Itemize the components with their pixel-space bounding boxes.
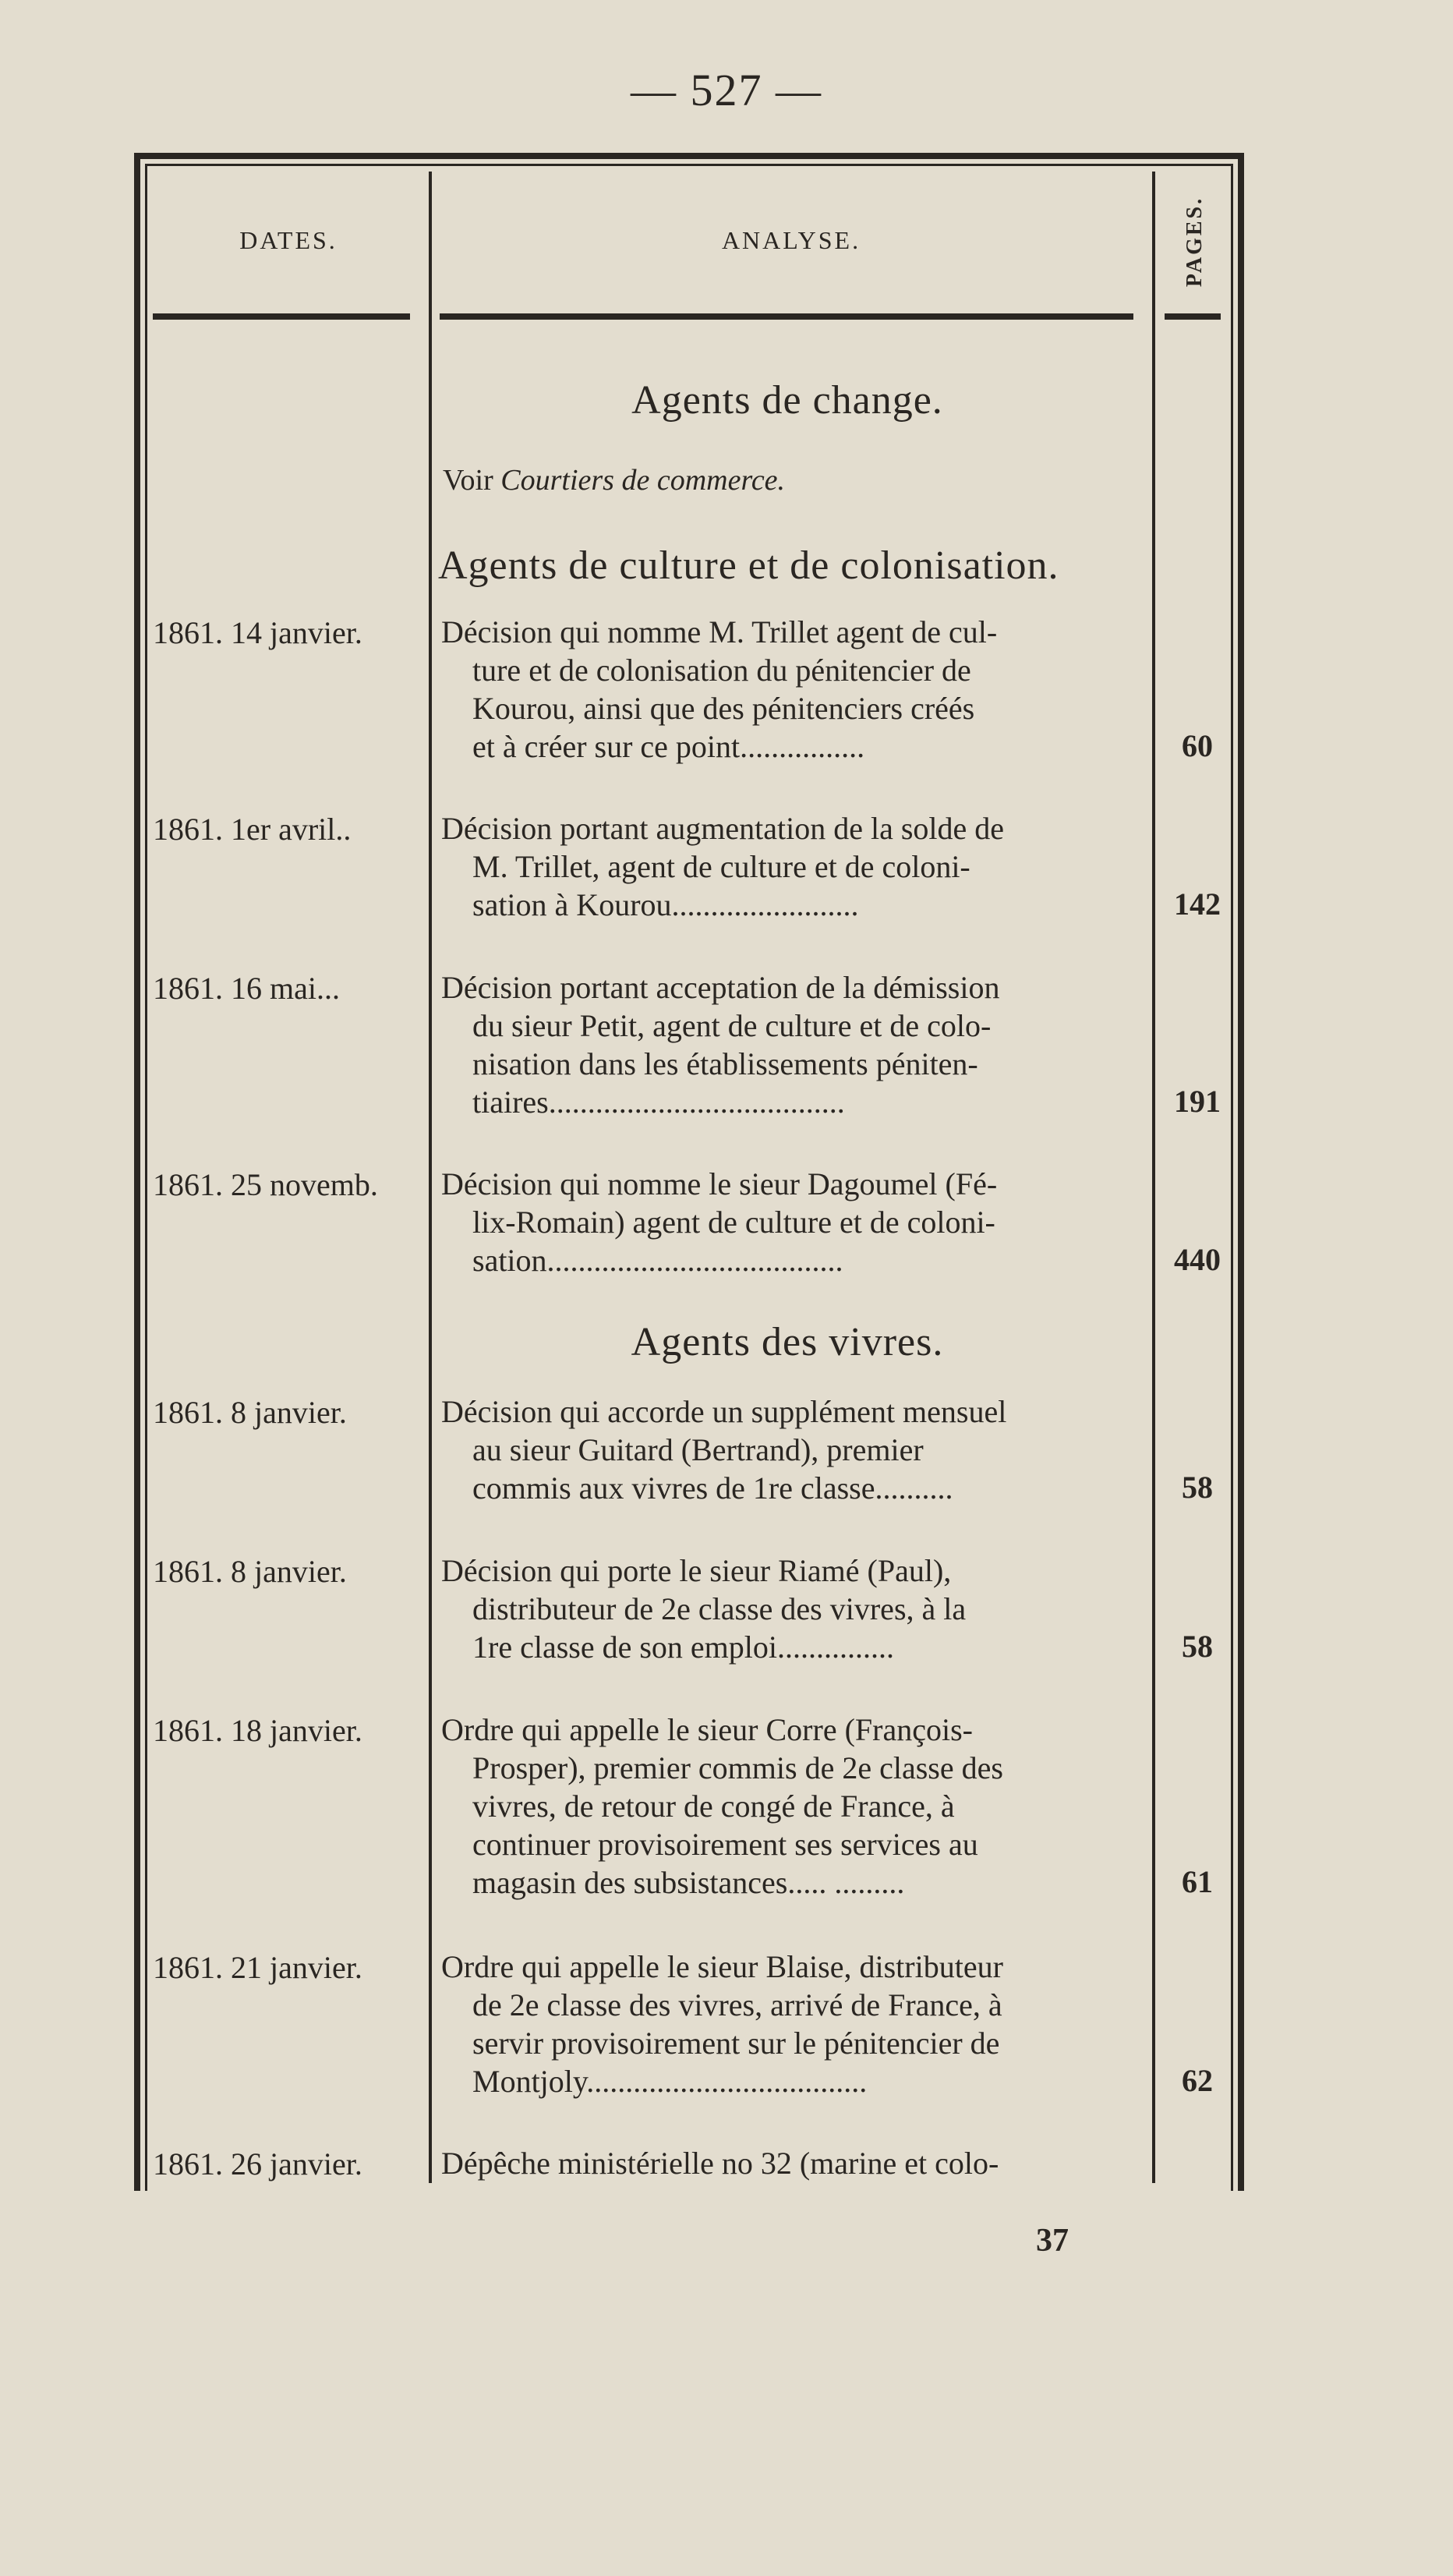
- header-rule-dates: [153, 313, 410, 320]
- entry-line: nisation dans les établissements péniten-: [472, 1046, 978, 1081]
- entry-line: Dépêche ministérielle no 32 (marine et colo-: [441, 2146, 999, 2181]
- entry-text: [441, 968, 1147, 1121]
- entry-line: Décision qui accorde un supplément mensuel: [441, 1394, 1007, 1429]
- entry-text: [441, 809, 1147, 924]
- entry-page: 440: [1174, 1242, 1221, 1277]
- section-title-agents-des-vivres: Agents des vivres.: [631, 1320, 944, 1364]
- entry-page: 58: [1182, 1470, 1213, 1505]
- header-analyse: ANALYSE.: [721, 226, 861, 254]
- entry-date: 1861. 14 janvier.: [153, 615, 362, 650]
- entry-line: distributeur de 2e classe des vivres, à la: [472, 1591, 967, 1626]
- entry-line: et à créer sur ce point................: [472, 729, 865, 764]
- entry-page: 60: [1182, 728, 1213, 763]
- entry-line: Ordre qui appelle le sieur Blaise, distributeur: [441, 1949, 1003, 1984]
- entry-text: [441, 1552, 1147, 1666]
- entry-line: lix-Romain) agent de culture et de coloni-: [472, 1205, 995, 1240]
- entry-line: magasin des subsistances..... .........: [472, 1865, 905, 1900]
- entry-date: 1861. 8 janvier.: [153, 1395, 347, 1430]
- entry-line: sation......................................: [472, 1243, 843, 1278]
- entry-line: M. Trillet, agent de culture et de coloni-: [472, 849, 970, 884]
- entry-date: 1861. 21 janvier.: [153, 1950, 362, 1985]
- see-also-line: [443, 463, 785, 497]
- entry-line: vivres, de retour de congé de France, à: [472, 1789, 955, 1824]
- entry-date: 1861. 8 janvier.: [153, 1554, 347, 1589]
- entry-text: [441, 1392, 1147, 1507]
- entry-line: au sieur Guitard (Bertrand), premier: [472, 1432, 924, 1467]
- entry-line: Décision portant augmentation de la solde de: [441, 811, 1005, 846]
- entry-line: Montjoly....................................: [472, 2064, 868, 2099]
- entry-line: Décision qui porte le sieur Riamé (Paul),: [441, 1553, 952, 1588]
- entry-date: 1861. 18 janvier.: [153, 1713, 362, 1748]
- entry-text: [441, 613, 1147, 766]
- see-prefix: Voir: [443, 464, 501, 497]
- entry-line: Prosper), premier commis de 2e classe des: [472, 1750, 1003, 1785]
- entry-line: commis aux vivres de 1re classe..........: [472, 1470, 953, 1506]
- entry-text: [441, 1948, 1147, 2100]
- entry-line: tiaires......................................: [472, 1085, 845, 1120]
- see-reference: Courtiers de commerce.: [500, 464, 786, 497]
- entry-line: ture et de colonisation du pénitencier de: [472, 653, 971, 688]
- entry-line: de 2e classe des vivres, arrivé de France, à: [472, 1987, 1002, 2022]
- header-rule-pages: [1165, 313, 1221, 320]
- entry-date: 1861. 1er avril..: [153, 812, 352, 847]
- entry-line: Ordre qui appelle le sieur Corre (François-: [441, 1712, 973, 1747]
- entry-date: 1861. 26 janvier.: [153, 2146, 362, 2181]
- entry-date: 1861. 16 mai...: [153, 971, 340, 1006]
- entry-line: Décision qui nomme le sieur Dagoumel (Fé-: [441, 1166, 998, 1201]
- entry-line: sation à Kourou........................: [472, 887, 859, 922]
- entry-line: Décision qui nomme M. Trillet agent de cul-: [441, 614, 998, 649]
- section-title-agents-de-change: Agents de change.: [631, 378, 943, 423]
- entry-page: 191: [1174, 1084, 1221, 1119]
- entry-text: [441, 1711, 1147, 1902]
- entry-page: 58: [1182, 1629, 1213, 1664]
- header-pages: [1160, 179, 1230, 304]
- page-number: — 527 —: [631, 65, 822, 115]
- entry-date: 1861. 25 novemb.: [153, 1167, 378, 1202]
- header-rule-analyse: [440, 313, 1133, 320]
- entry-line: continuer provisoirement ses services au: [472, 1827, 978, 1862]
- section-title-agents-culture: Agents de culture et de colonisation.: [438, 543, 1059, 588]
- entry-line: du sieur Petit, agent de culture et de colo-: [472, 1008, 992, 1043]
- entry-page: 62: [1182, 2063, 1213, 2098]
- entry-page: 61: [1182, 1864, 1213, 1899]
- entry-line: servir provisoirement sur le pénitencier de: [472, 2026, 1000, 2061]
- entry-text: [441, 2144, 1147, 2182]
- header-pages-label: PAGES.: [1183, 196, 1207, 288]
- entry-line: Décision portant acceptation de la démission: [441, 970, 1000, 1005]
- entry-line: Kourou, ainsi que des pénitenciers créés: [472, 691, 975, 726]
- signature-mark: 37: [1036, 2223, 1069, 2259]
- column-separator-pages: [1152, 172, 1155, 2183]
- entry-page: 142: [1174, 886, 1221, 922]
- header-dates: DATES.: [239, 226, 338, 254]
- entry-text: [441, 1165, 1147, 1279]
- entry-line: 1re classe de son emploi...............: [472, 1629, 894, 1665]
